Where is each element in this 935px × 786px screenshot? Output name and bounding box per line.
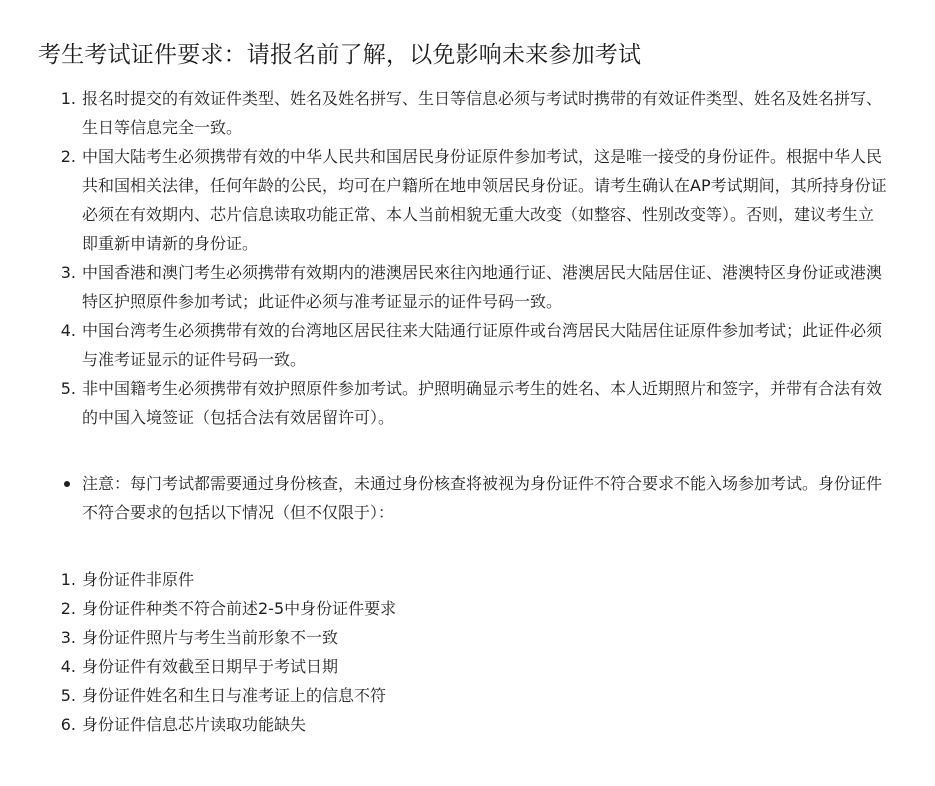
bullet-icon [38,469,82,527]
list-text: 中国大陆考生必须携带有效的中华人民共和国居民身份证原件参加考试，这是唯一接受的身份证件。根据中华人民共和国相关法律，任何年龄的公民，均可在户籍所在地申领居民身份证。请考生确认在AP考试期间，其所持身份证必须在有效期内、芯片信息读取功能正常、本人当前相貌无重大改变（如整容、性别改变等）。否则，建议考生立即重新申请新的身份证。 [82,147,887,253]
list-item [38,681,935,710]
list-number: 3. [60,628,76,647]
list-item [38,565,935,594]
list-text: 身份证件照片与考生当前形象不一致 [82,628,339,647]
list-text: 身份证件姓名和生日与准考证上的信息不符 [82,686,387,705]
list-item [38,258,888,316]
list-text: 身份证件信息芯片读取功能缺失 [82,715,307,734]
list-item [38,374,888,432]
list-text: 中国香港和澳门考生必须携带有效期内的港澳居民來往內地通行证、港澳居民大陆居住证、港澳特区身份证或港澳特区护照原件参加考试；此证件必须与准考证显示的证件号码一致。 [82,263,883,311]
list-text: 身份证件有效截至日期早于考试日期 [82,657,339,676]
list-number: 5. [60,686,76,705]
list-text: 中国台湾考生必须携带有效的台湾地区居民往来大陆通行证原件或台湾居民大陆居住证原件参加考试；此证件必须与准考证显示的证件号码一致。 [82,321,883,369]
list-number: 1. [60,89,76,108]
list-text: 身份证件非原件 [82,570,195,589]
list-item [38,84,888,142]
list-number: 2. [60,599,76,618]
list-item [38,623,935,652]
conditions-list [38,565,935,739]
requirements-list [38,84,935,432]
list-number: 2. [60,147,76,166]
list-item [38,316,888,374]
list-number: 3. [60,263,76,282]
spacer [38,527,935,565]
list-item [38,652,935,681]
list-text: 报名时提交的有效证件类型、姓名及姓名拼写、生日等信息必须与考试时携带的有效证件类型、姓名及姓名拼写、生日等信息完全一致。 [82,89,883,137]
list-text: 非中国籍考生必须携带有效护照原件参加考试。护照明确显示考生的姓名、本人近期照片和签字，并带有合法有效的中国入境签证（包括合法有效居留许可）。 [82,379,883,427]
list-item [38,710,935,739]
page-title: 考生考试证件要求：请报名前了解，以免影响未来参加考试 [38,42,642,68]
list-item [38,594,935,623]
list-number: 4. [60,657,76,676]
note-text: 注意：每门考试都需要通过身份核查，未通过身份核查将被视为身份证件不符合要求不能入场参加考试。身份证件不符合要求的包括以下情况（但不仅限于）： [82,474,883,522]
list-text: 身份证件种类不符合前述2-5中身份证件要求 [82,599,397,618]
list-number: 6. [60,715,76,734]
list-item [38,142,888,258]
list-number: 4. [60,321,76,340]
note-item [38,469,888,527]
list-number: 5. [60,379,76,398]
list-number: 1. [60,570,76,589]
spacer [38,432,935,469]
